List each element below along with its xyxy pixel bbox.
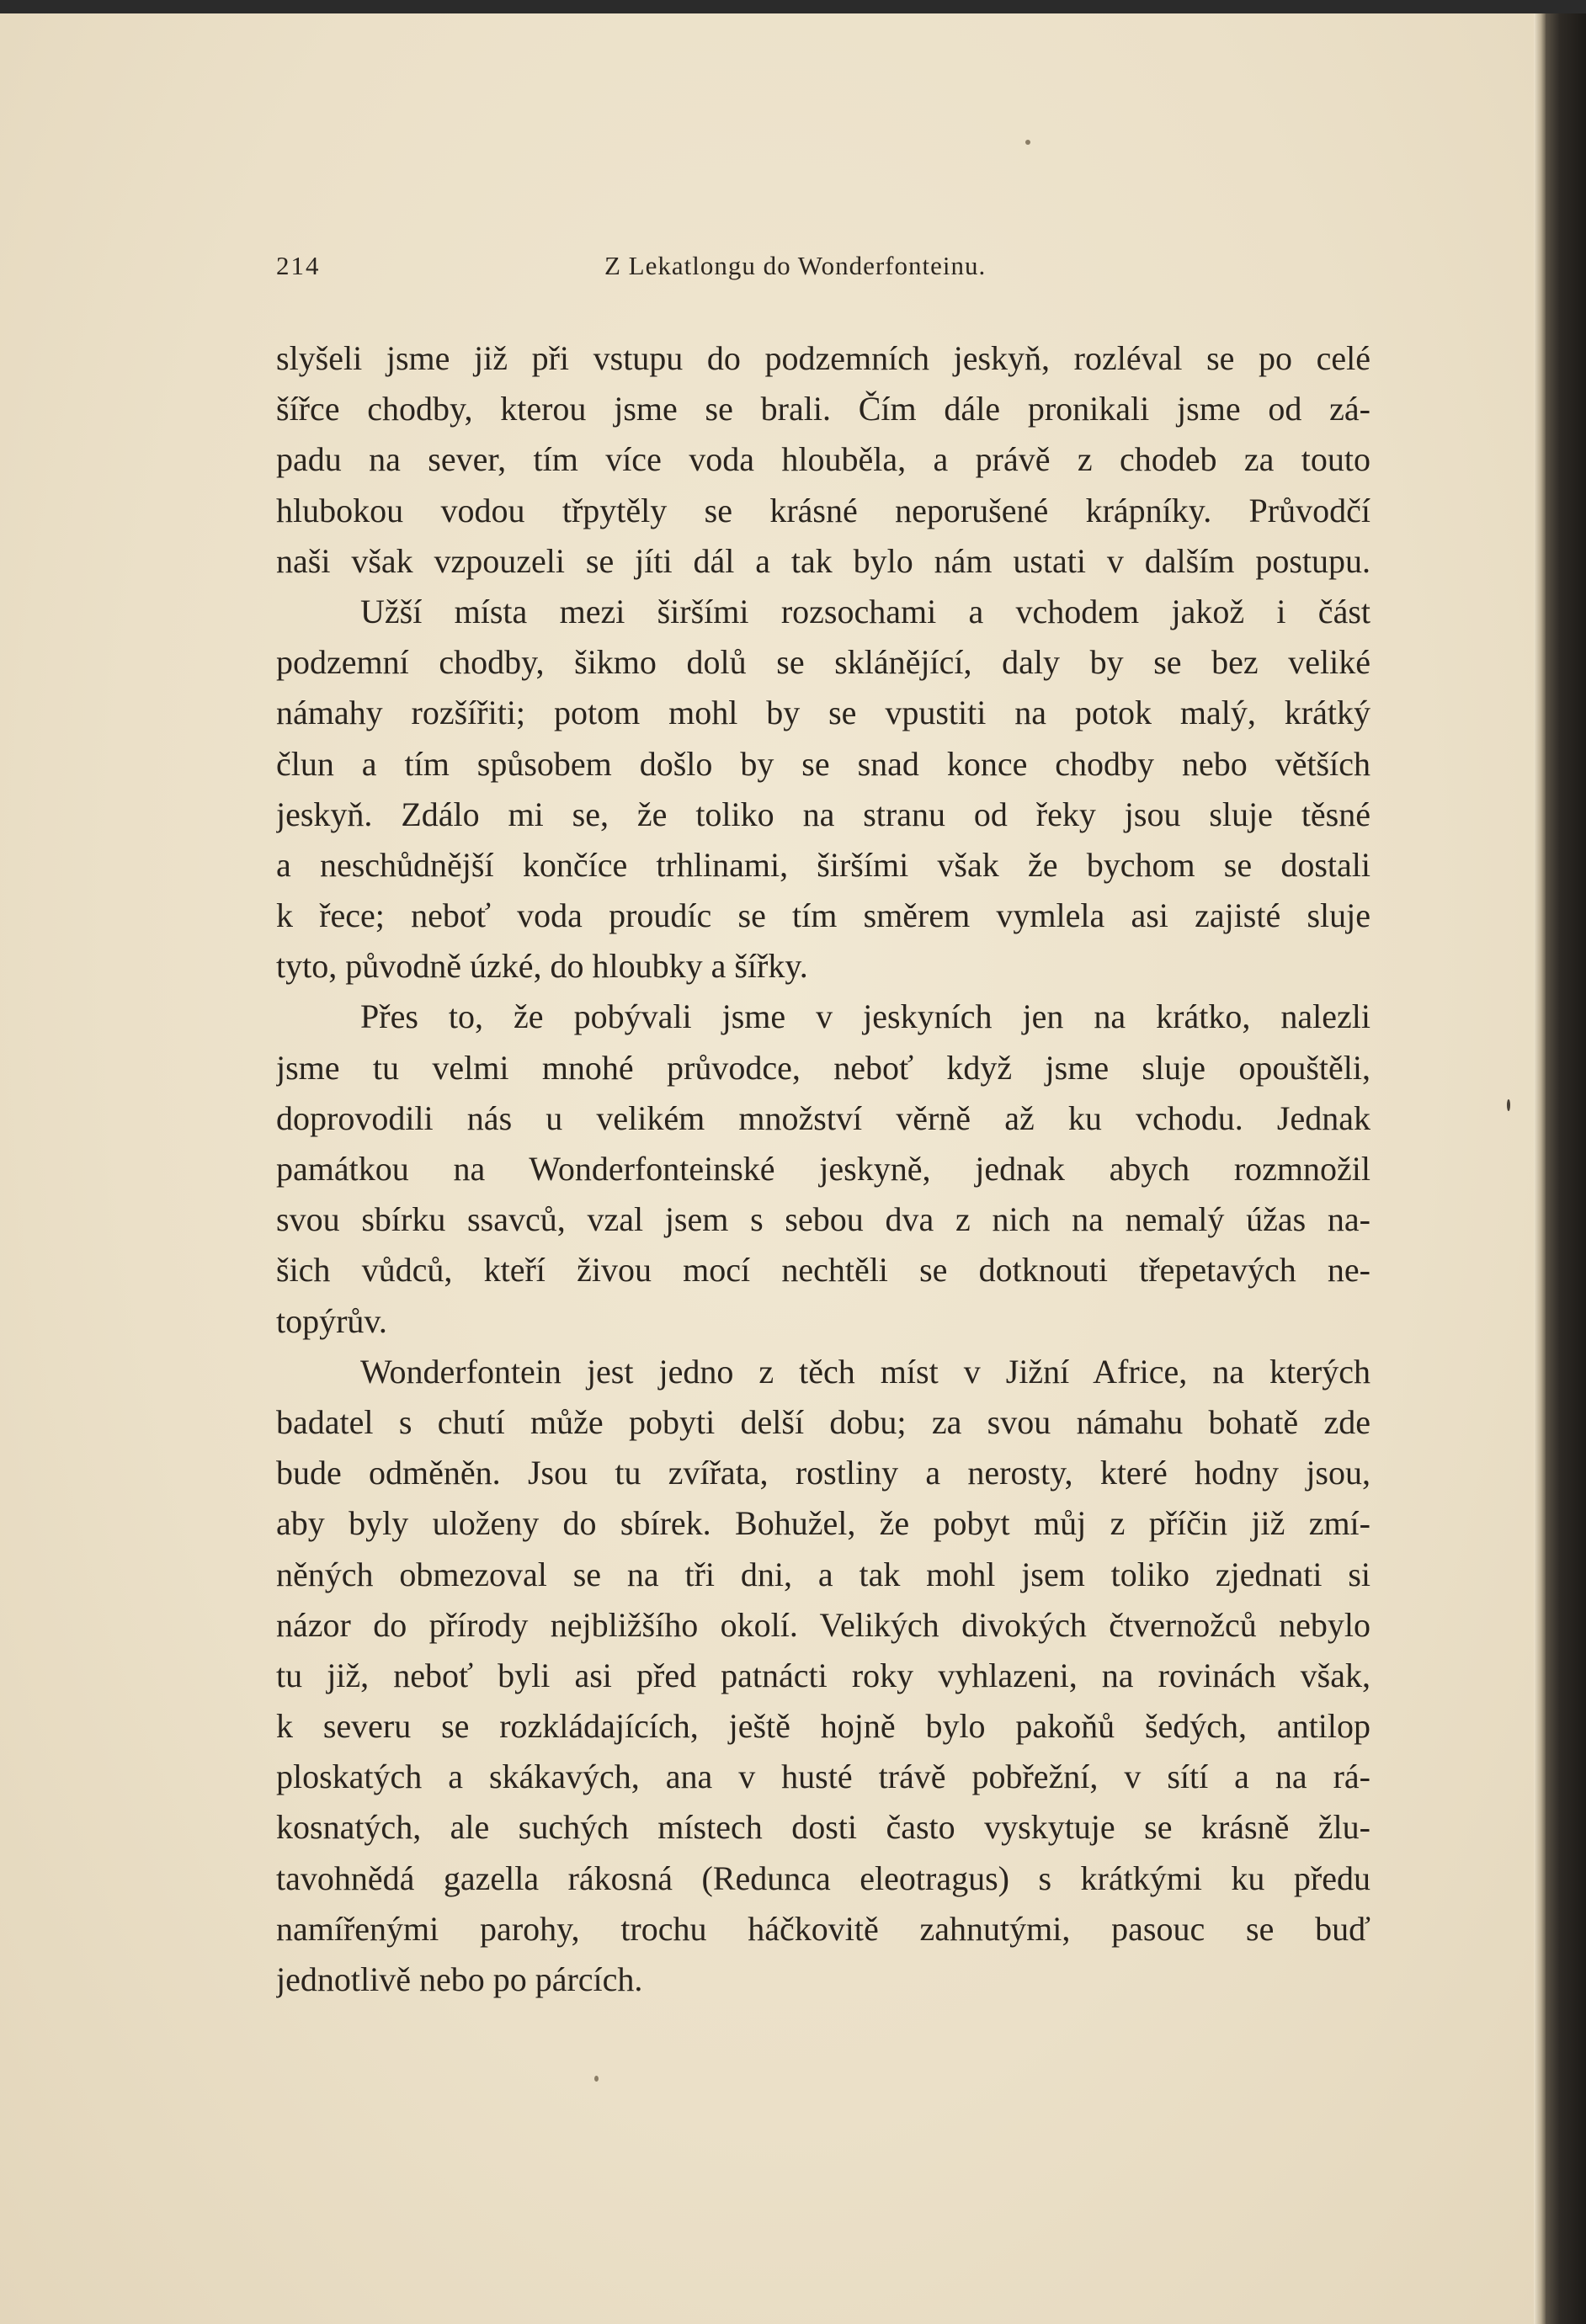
text-line: doprovodili nás u velikém množství věrně až ku vchodu. Jednak [276, 1098, 1370, 1137]
text-line: názor do přírody nejbližšího okolí. Velikých divokých čtvernožců nebylo [276, 1605, 1370, 1644]
text-line: Wonderfontein jest jedno z těch míst v Jižní Africe, na kterých [360, 1352, 1370, 1391]
book-page [0, 13, 1546, 2324]
running-title: Z Lekatlongu do Wonderfonteinu. [604, 251, 987, 280]
text-line: ploskatých a skákavých, ana v husté trávě pobřežní, v sítí a na rá- [276, 1758, 1370, 1796]
text-line: namířenými parohy, trochu háčkovitě zahnutými, pasouc se buď [276, 1909, 1370, 1948]
text-line: svou sbírku ssavců, vzal jsem s sebou dva z nich na nemalý úžas na- [276, 1200, 1370, 1239]
text-line: naši však vzpouzeli se jíti dál a tak bylo nám ustati v dalším postupu. [276, 541, 1370, 580]
text-line: něných obmezoval se na tři dni, a tak mohl jsem toliko zjednati si [276, 1555, 1370, 1593]
text-line: k severu se rozkládajících, ještě hojně bylo pakoňů šedých, antilop [276, 1707, 1370, 1746]
text-line: tu již, neboť byli asi před patnácti roky vyhlazeni, na rovinách však, [276, 1656, 1370, 1694]
text-line: Užší místa mezi širšími rozsochami a vchodem jakož i část [360, 592, 1370, 630]
text-line: topýrův. [276, 1301, 387, 1340]
text-line: a neschůdnější končíce trhlinami, širšími však že bychom se dostali [276, 845, 1370, 884]
body-text [276, 333, 1370, 2005]
text-line: tavohnědá gazella rákosná (Redunca eleotragus) s krátkými ku předu [276, 1859, 1370, 1897]
page-number: 214 [276, 251, 321, 280]
text-line: jednotlivě nebo po párcích. [276, 1960, 643, 1998]
text-line: padu na sever, tím více voda hlouběla, a právě z chodeb za touto [276, 440, 1370, 479]
text-line: hlubokou vodou třpytěly se krásné neporušené krápníky. Průvodčí [276, 491, 1370, 529]
text-line: šich vůdců, kteří živou mocí nechtěli se dotknouti třepetavých ne- [276, 1251, 1370, 1290]
book-spine [1546, 13, 1586, 2324]
page-header [276, 251, 1370, 285]
text-line: jeskyň. Zdálo mi se, že toliko na stranu od řeky jsou sluje těsné [276, 795, 1370, 833]
text-line: k řece; neboť voda proudíc se tím směrem vymlela asi zajisté sluje [276, 896, 1370, 935]
text-line: podzemní chodby, šikmo dolů se sklánějící, daly by se bez veliké [276, 643, 1370, 682]
text-line: aby byly uloženy do sbírek. Bohužel, že pobyt můj z příčin již zmí- [276, 1504, 1370, 1543]
text-line: tyto, původně úzké, do hloubky a šířky. [276, 947, 808, 986]
paper-speck [1025, 140, 1030, 145]
text-line: památkou na Wonderfonteinské jeskyně, jednak abych rozmnožil [276, 1150, 1370, 1188]
text-line: Přes to, že pobývali jsme v jeskyních jen na krátko, nalezli [360, 997, 1370, 1036]
page-edge-shadow [1534, 13, 1546, 2324]
paper-speck [1507, 1099, 1510, 1111]
text-line: jsme tu velmi mnohé průvodce, neboť když jsme sluje opouštěli, [276, 1048, 1370, 1087]
paper-speck [594, 2076, 599, 2082]
text-line: člun a tím spůsobem došlo by se snad konce chodby nebo větších [276, 744, 1370, 783]
text-line: šířce chodby, kterou jsme se brali. Čím dále pronikali jsme od zá- [276, 390, 1370, 428]
text-line: slyšeli jsme již při vstupu do podzemních jeskyň, rozléval se po celé [276, 339, 1370, 377]
text-line: námahy rozšířiti; potom mohl by se vpustiti na potok malý, krátký [276, 694, 1370, 732]
text-line: kosnatých, ale suchých místech dosti často vyskytuje se krásně žlu- [276, 1808, 1370, 1847]
text-line: bude odměněn. Jsou tu zvířata, rostliny a nerosty, které hodny jsou, [276, 1454, 1370, 1492]
text-line: badatel s chutí může pobyti delší dobu; za svou námahu bohatě zde [276, 1402, 1370, 1441]
